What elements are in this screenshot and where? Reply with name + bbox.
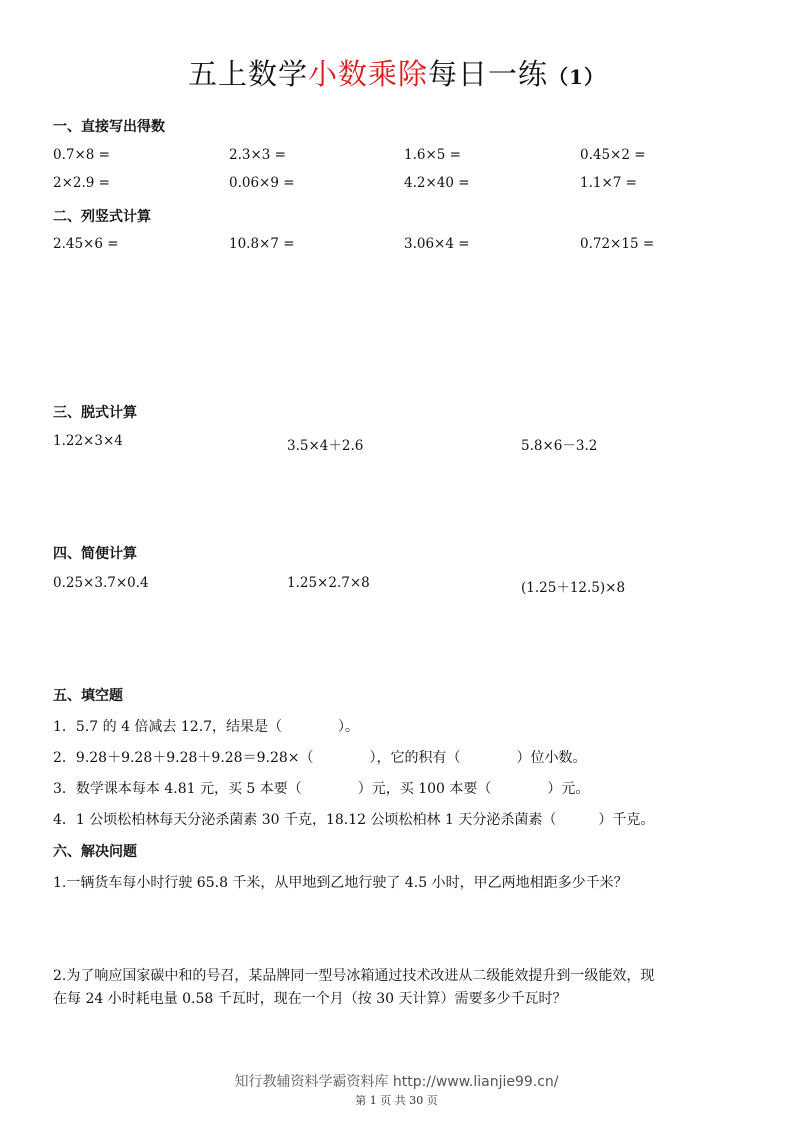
- problem: 1.25×2.7×8: [287, 575, 370, 591]
- word-problem-1: 1.一辆货车每小时行驶 65.8 千米，从甲地到乙地行驶了 4.5 小时，甲乙两地相距多少千米？: [53, 875, 628, 891]
- problem: 3.06×4 =: [404, 236, 470, 252]
- problem: 10.8×7 =: [229, 236, 295, 252]
- problem: 0.25×3.7×0.4: [53, 575, 149, 591]
- title-part-1: 五上数学: [188, 57, 309, 91]
- word-problem-2-line-2: 在每 24 小时耗电量 0.58 千瓦时，现在一个月（按 30 天计算）需要多少千瓦时？: [53, 991, 567, 1007]
- section-4-heading: 四、简便计算: [53, 546, 137, 562]
- section-5-heading: 五、填空题: [53, 688, 123, 704]
- fill-blank-item: 2．9.28＋9.28＋9.28＋9.28＝9.28×（ ），它的积有（ ）位小数。: [53, 750, 587, 766]
- problem: 0.06×9 =: [229, 175, 295, 191]
- fill-blank-item: 3．数学课本每本 4.81 元，买 5 本要（ ）元，买 100 本要（ ）元。: [53, 781, 590, 797]
- title-number: （1）: [548, 65, 605, 89]
- fill-blank-item: 1．5.7 的 4 倍减去 12.7，结果是（ ）。: [53, 719, 360, 735]
- section-6-heading: 六、解决问题: [53, 844, 137, 860]
- problem: 1.1×7 =: [580, 175, 637, 191]
- fill-blank-item: 4．1 公顷松柏林每天分泌杀菌素 30 千克，18.12 公顷松柏林 1 天分泌杀菌素（ ）千克。: [53, 812, 655, 828]
- problem: 3.5×4＋2.6: [287, 438, 364, 454]
- problem: 1.22×3×4: [53, 433, 123, 449]
- page-title: [0, 52, 793, 93]
- title-highlight: 小数乘除: [308, 57, 429, 91]
- word-problem-2-line-1: 2.为了响应国家碳中和的号召，某品牌同一型号冰箱通过技术改进从二级能效提升到一级能效，现: [53, 968, 655, 984]
- problem: 2.45×6 =: [53, 236, 119, 252]
- section-1-heading: 一、直接写出得数: [53, 119, 165, 135]
- page-number: 第 1 页 共 30 页: [355, 1094, 438, 1107]
- problem: 5.8×6－3.2: [521, 438, 598, 454]
- problem: 0.45×2 =: [580, 147, 646, 163]
- section-2-heading: 二、列竖式计算: [53, 209, 151, 225]
- problem: 4.2×40 =: [404, 175, 470, 191]
- problem: 0.72×15 =: [580, 236, 655, 252]
- problem: 0.7×8 =: [53, 147, 110, 163]
- problem: (1.25＋12.5)×8: [521, 580, 626, 596]
- problem: 2×2.9 =: [53, 175, 110, 191]
- section-3-heading: 三、脱式计算: [53, 405, 137, 421]
- footer-source: 知行教辅资料学霸资料库 http://www.lianjie99.cn/: [234, 1074, 559, 1090]
- title-part-3: 每日一练: [428, 57, 549, 91]
- problem: 2.3×3 =: [229, 147, 286, 163]
- problem: 1.6×5 =: [404, 147, 461, 163]
